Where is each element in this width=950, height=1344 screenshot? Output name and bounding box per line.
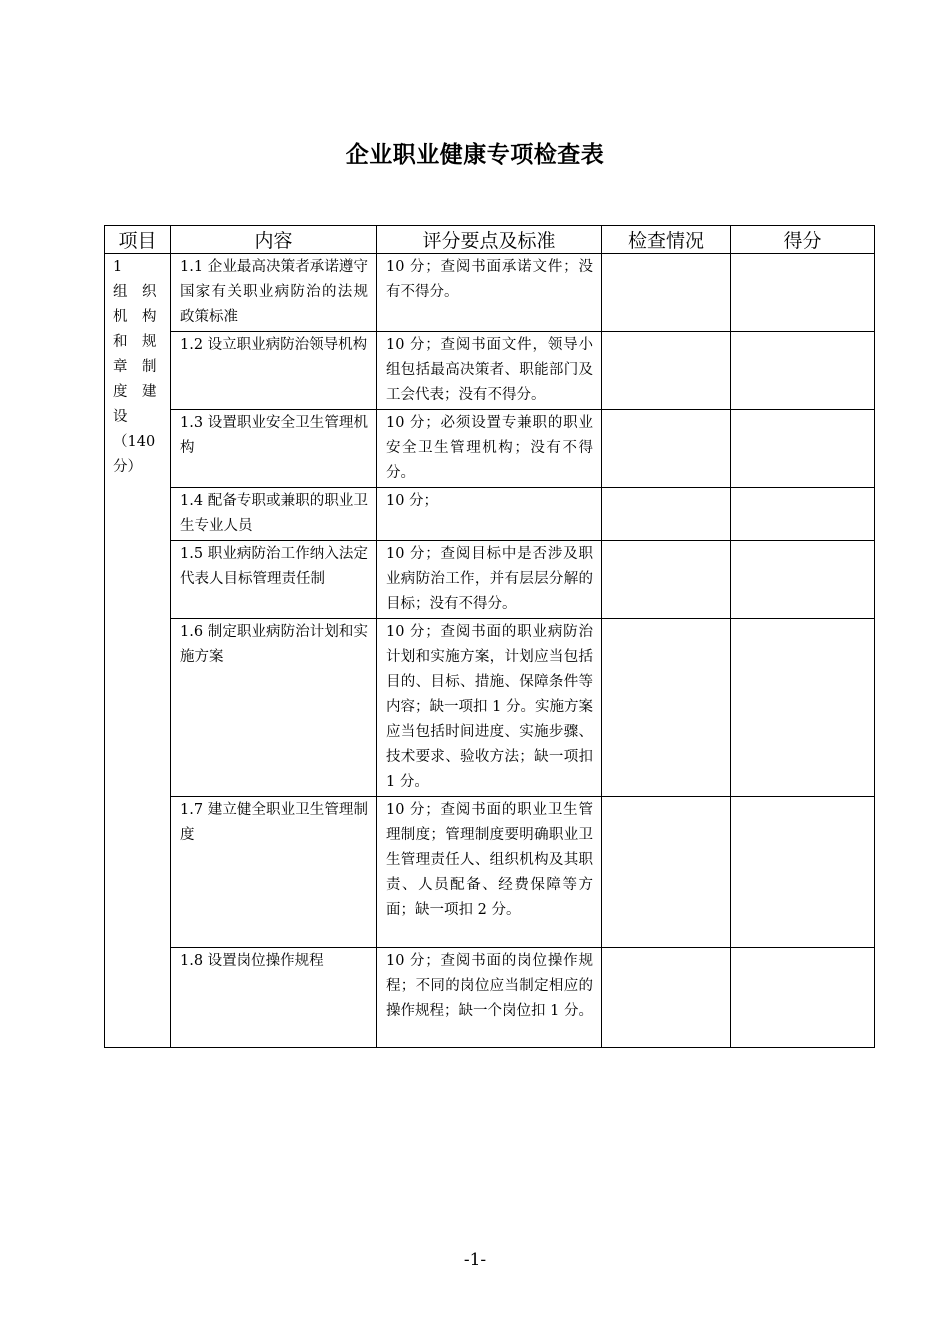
header-criteria: 评分要点及标准 xyxy=(377,226,602,254)
row-content: 1.6 制定职业病防治计划和实施方案 xyxy=(171,619,377,797)
table-row xyxy=(105,254,875,332)
project-name-line: 章 制 xyxy=(113,359,157,375)
document-title: 企业职业健康专项检查表 xyxy=(345,141,605,168)
table-row xyxy=(105,488,875,541)
row-criteria: 10 分；查阅书面文件，领导小组包括最高决策者、职能部门及工会代表；没有不得分。 xyxy=(377,332,602,410)
project-number: 1 xyxy=(113,259,123,275)
row-content: 1.3 设置职业安全卫生管理机构 xyxy=(171,410,377,488)
project-name-line: 组 织 xyxy=(113,284,157,300)
row-check-status[interactable] xyxy=(602,332,731,410)
project-name-line: 机 构 xyxy=(113,309,157,325)
row-check-status[interactable] xyxy=(602,254,731,332)
row-score[interactable] xyxy=(731,332,875,410)
row-criteria: 10 分；查阅书面的职业卫生管理制度；管理制度要明确职业卫生管理责任人、组织机构及其职责、人员配备、经费保障等方面；缺一项扣 2 分。 xyxy=(377,797,602,948)
project-points: （140 xyxy=(113,434,156,450)
table-row xyxy=(105,410,875,488)
row-check-status[interactable] xyxy=(602,541,731,619)
row-check-status[interactable] xyxy=(602,410,731,488)
row-content: 1.8 设置岗位操作规程 xyxy=(171,948,377,1048)
project-cell xyxy=(105,254,171,1048)
row-check-status[interactable] xyxy=(602,619,731,797)
row-score[interactable] xyxy=(731,410,875,488)
row-score[interactable] xyxy=(731,797,875,948)
table-row xyxy=(105,948,875,1048)
table-row xyxy=(105,332,875,410)
table-row xyxy=(105,619,875,797)
project-name-line: 和 规 xyxy=(113,334,157,350)
project-points-unit: 分） xyxy=(113,459,142,475)
project-name-line: 度 建 xyxy=(113,384,157,400)
header-score: 得分 xyxy=(731,226,875,254)
row-score[interactable] xyxy=(731,254,875,332)
table-row xyxy=(105,797,875,948)
page-number: -1- xyxy=(463,1250,487,1270)
project-name-line: 设 xyxy=(113,409,128,425)
row-score[interactable] xyxy=(731,619,875,797)
row-content: 1.4 配备专职或兼职的职业卫生专业人员 xyxy=(171,488,377,541)
row-criteria: 10 分；查阅书面的职业病防治计划和实施方案，计划应当包括目的、目标、措施、保障条件等内容；缺一项扣 1 分。实施方案应当包括时间进度、实施步骤、技术要求、验收方法；缺一项扣 1 分。 xyxy=(377,619,602,797)
header-check-status: 检查情况 xyxy=(602,226,731,254)
row-criteria: 10 分； xyxy=(377,488,602,541)
row-score[interactable] xyxy=(731,488,875,541)
header-content: 内容 xyxy=(171,226,377,254)
table-row xyxy=(105,541,875,619)
row-criteria: 10 分；查阅书面的岗位操作规程；不同的岗位应当制定相应的操作规程；缺一个岗位扣 1 分。 xyxy=(377,948,602,1048)
row-check-status[interactable] xyxy=(602,488,731,541)
row-criteria: 10 分；必须设置专兼职的职业安全卫生管理机构；没有不得分。 xyxy=(377,410,602,488)
row-criteria: 10 分；查阅书面承诺文件；没有不得分。 xyxy=(377,254,602,332)
row-content: 1.7 建立健全职业卫生管理制度 xyxy=(171,797,377,948)
table-header-row xyxy=(105,226,875,254)
row-content: 1.1 企业最高决策者承诺遵守国家有关职业病防治的法规政策标准 xyxy=(171,254,377,332)
row-content: 1.2 设立职业病防治领导机构 xyxy=(171,332,377,410)
row-criteria: 10 分；查阅目标中是否涉及职业病防治工作，并有层层分解的目标；没有不得分。 xyxy=(377,541,602,619)
row-check-status[interactable] xyxy=(602,797,731,948)
row-content: 1.5 职业病防治工作纳入法定代表人目标管理责任制 xyxy=(171,541,377,619)
header-project: 项目 xyxy=(105,226,171,254)
inspection-table xyxy=(104,225,875,1048)
row-score[interactable] xyxy=(731,948,875,1048)
row-check-status[interactable] xyxy=(602,948,731,1048)
row-score[interactable] xyxy=(731,541,875,619)
